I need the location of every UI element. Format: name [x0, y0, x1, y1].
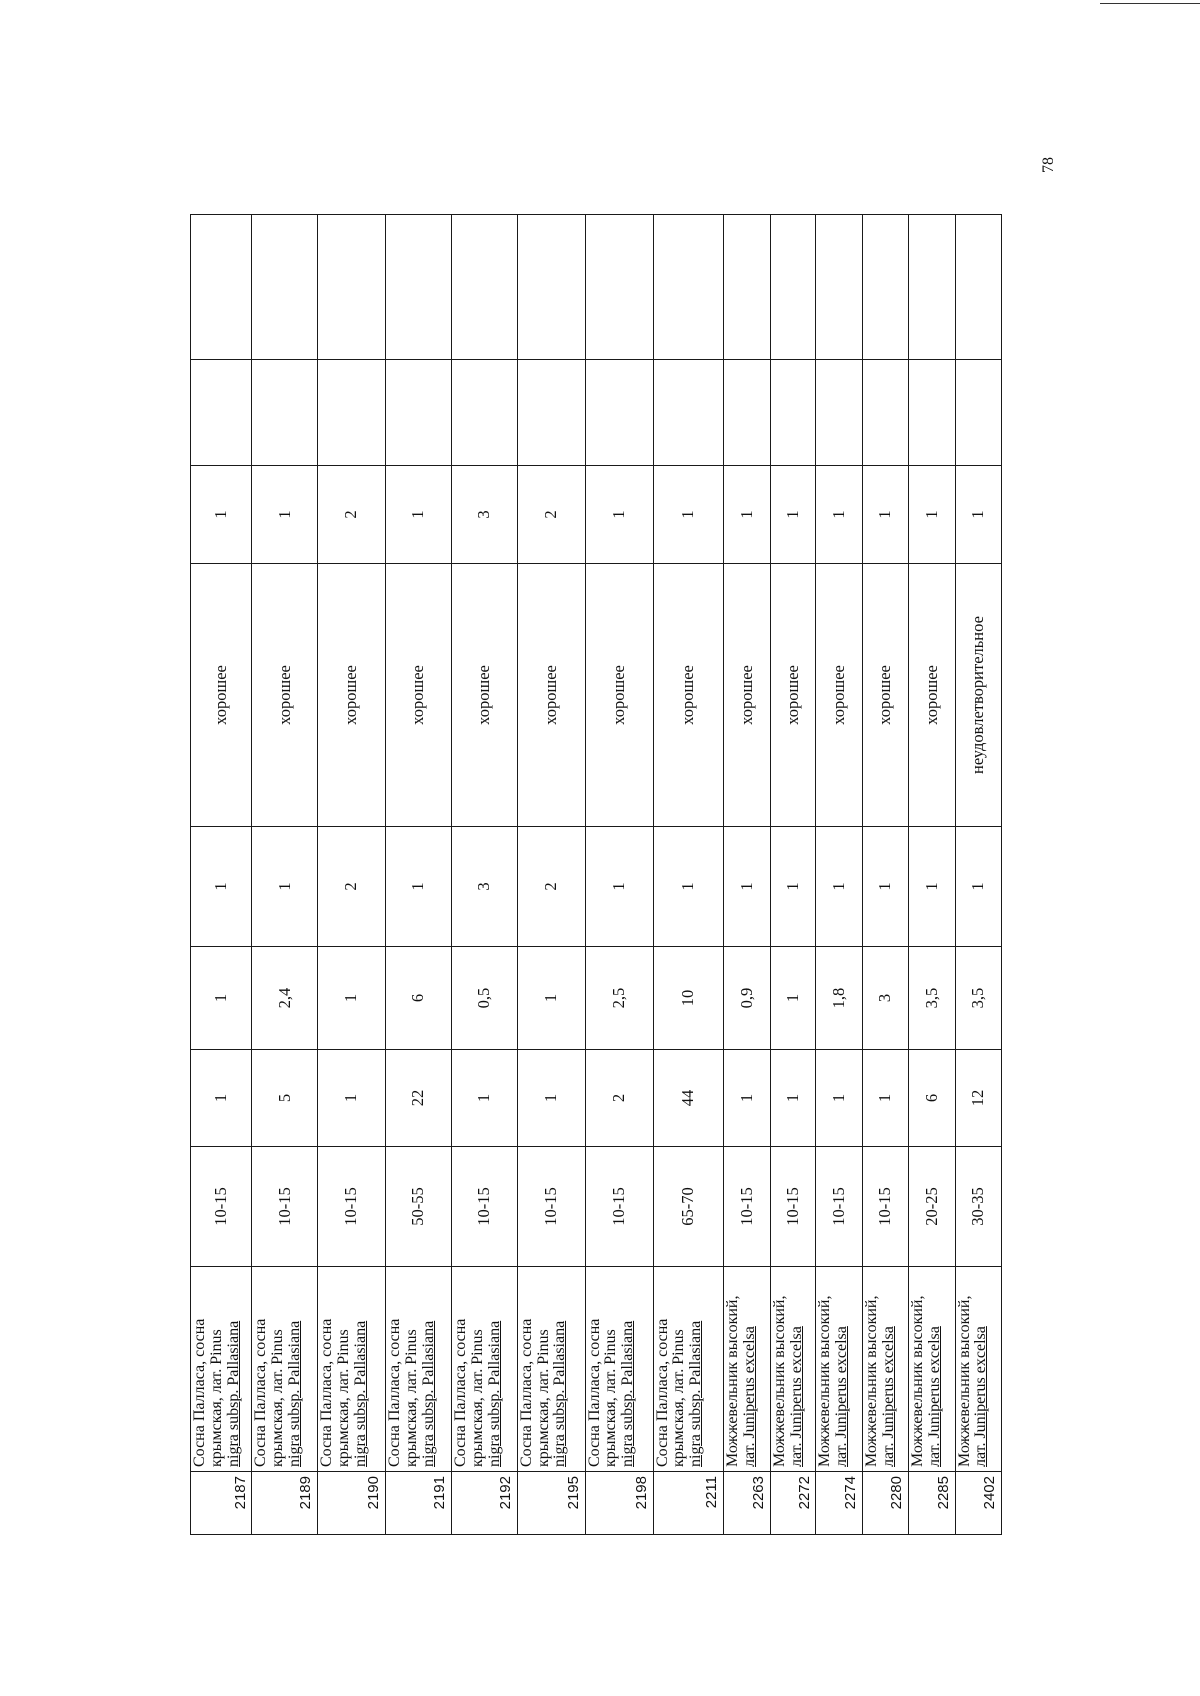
age-cell: 50-55	[386, 1147, 452, 1267]
value-cell: 1	[909, 466, 955, 564]
species-line: крымская, лат. Pinus	[468, 1329, 486, 1467]
table-row	[909, 215, 955, 1535]
value-cell: 1	[653, 827, 723, 947]
species-line: крымская, лат. Pinus	[402, 1329, 420, 1467]
species-cell	[451, 1267, 517, 1472]
value-cell: 1	[955, 827, 1001, 947]
value-cell: 1	[771, 1050, 816, 1147]
empty-cell	[252, 215, 318, 360]
value-cell: 1	[318, 947, 386, 1050]
tree-number-cell: 2280	[862, 1472, 908, 1535]
empty-cell	[771, 215, 816, 360]
age-cell: 10-15	[451, 1147, 517, 1267]
species-line: nigra subsp. Pallasiana	[224, 1320, 242, 1467]
tree-number-cell: 2402	[955, 1472, 1001, 1535]
empty-cell	[653, 215, 723, 360]
value-cell: 3,5	[909, 947, 955, 1050]
species-line: крымская, лат. Pinus	[335, 1329, 353, 1467]
age-cell: 10-15	[252, 1147, 318, 1267]
value-cell: 6	[386, 947, 452, 1050]
table-row	[771, 215, 816, 1535]
value-cell: 1	[771, 466, 816, 564]
species-line: nigra subsp. Pallasiana	[619, 1320, 637, 1467]
species-line: Можжевельник высокий,	[771, 1295, 789, 1467]
value-cell: 1	[862, 827, 908, 947]
value-cell: 3	[862, 947, 908, 1050]
value-cell: 12	[955, 1050, 1001, 1147]
value-cell: 1	[191, 1050, 252, 1147]
species-line: лат. Juniperus excelsa	[972, 1326, 990, 1467]
species-line: лат. Juniperus excelsa	[833, 1326, 851, 1467]
table-row	[451, 215, 517, 1535]
condition-cell: хорошее	[771, 564, 816, 827]
empty-cell	[955, 215, 1001, 360]
value-cell: 1	[517, 1050, 585, 1147]
value-cell: 1	[517, 947, 585, 1050]
species-line: Сосна Палласа, сосна	[386, 1318, 404, 1467]
species-line: лат. Juniperus excelsa	[879, 1326, 897, 1467]
empty-cell	[318, 360, 386, 466]
species-line: крымская, лат. Pinus	[207, 1329, 225, 1467]
age-cell: 10-15	[585, 1147, 653, 1267]
tree-number-cell: 2198	[585, 1472, 653, 1535]
value-cell: 1	[191, 947, 252, 1050]
age-cell: 30-35	[955, 1147, 1001, 1267]
value-cell: 1	[191, 466, 252, 564]
table-row	[723, 215, 770, 1535]
species-line: крымская, лат. Pinus	[534, 1329, 552, 1467]
empty-cell	[318, 215, 386, 360]
empty-cell	[816, 215, 862, 360]
value-cell: 1	[585, 827, 653, 947]
species-cell	[909, 1267, 955, 1472]
value-cell: 2,5	[585, 947, 653, 1050]
species-cell	[723, 1267, 770, 1472]
empty-cell	[862, 215, 908, 360]
condition-cell: хорошее	[816, 564, 862, 827]
empty-cell	[386, 360, 452, 466]
condition-cell: хорошее	[653, 564, 723, 827]
species-line: Можжевельник высокий,	[816, 1295, 834, 1467]
species-line: nigra subsp. Pallasiana	[687, 1320, 705, 1467]
value-cell: 3	[451, 466, 517, 564]
value-cell: 2,4	[252, 947, 318, 1050]
empty-cell	[585, 360, 653, 466]
tree-number-cell: 2211	[653, 1472, 723, 1535]
empty-cell	[862, 360, 908, 466]
empty-cell	[816, 360, 862, 466]
species-line: Сосна Палласа, сосна	[517, 1318, 535, 1467]
value-cell: 2	[318, 466, 386, 564]
value-cell: 10	[653, 947, 723, 1050]
value-cell: 6	[909, 1050, 955, 1147]
age-cell: 20-25	[909, 1147, 955, 1267]
value-cell: 1	[318, 1050, 386, 1147]
table-row	[653, 215, 723, 1535]
empty-cell	[909, 360, 955, 466]
value-cell: 1	[585, 466, 653, 564]
rotated-table-sheet	[190, 215, 1002, 1535]
tree-number-cell: 2192	[451, 1472, 517, 1535]
species-line: Сосна Палласа, сосна	[318, 1318, 336, 1467]
species-line: Сосна Палласа, сосна	[585, 1318, 603, 1467]
empty-cell	[191, 215, 252, 360]
table-row	[252, 215, 318, 1535]
empty-cell	[653, 360, 723, 466]
value-cell: 1	[862, 466, 908, 564]
tree-number-cell: 2263	[723, 1472, 770, 1535]
condition-cell: неудовлетворительное	[955, 564, 1001, 827]
value-cell: 1	[723, 466, 770, 564]
value-cell: 0,5	[451, 947, 517, 1050]
value-cell: 1	[252, 827, 318, 947]
value-cell: 1	[386, 827, 452, 947]
empty-cell	[517, 215, 585, 360]
condition-cell: хорошее	[862, 564, 908, 827]
species-cell	[771, 1267, 816, 1472]
value-cell: 1,8	[816, 947, 862, 1050]
species-line: крымская, лат. Pinus	[269, 1329, 287, 1467]
tree-number-cell: 2195	[517, 1472, 585, 1535]
species-cell	[318, 1267, 386, 1472]
value-cell: 5	[252, 1050, 318, 1147]
value-cell: 2	[517, 827, 585, 947]
tree-number-cell: 2189	[252, 1472, 318, 1535]
table-row	[585, 215, 653, 1535]
tree-number-cell: 2187	[191, 1472, 252, 1535]
species-line: Можжевельник высокий,	[723, 1295, 741, 1467]
age-cell: 10-15	[816, 1147, 862, 1267]
tree-number-cell: 2285	[909, 1472, 955, 1535]
species-cell	[517, 1267, 585, 1472]
value-cell: 44	[653, 1050, 723, 1147]
condition-cell: хорошее	[318, 564, 386, 827]
species-line: nigra subsp. Pallasiana	[485, 1320, 503, 1467]
table-body	[191, 215, 1002, 1535]
value-cell: 1	[451, 1050, 517, 1147]
value-cell: 1	[771, 827, 816, 947]
species-line: nigra subsp. Pallasiana	[351, 1320, 369, 1467]
value-cell: 1	[252, 466, 318, 564]
value-cell: 0,9	[723, 947, 770, 1050]
condition-cell: хорошее	[386, 564, 452, 827]
value-cell: 2	[517, 466, 585, 564]
condition-cell: хорошее	[451, 564, 517, 827]
page-number: 78	[1040, 157, 1057, 173]
value-cell: 1	[909, 827, 955, 947]
condition-cell: хорошее	[517, 564, 585, 827]
table-row	[816, 215, 862, 1535]
species-line: лат. Juniperus excelsa	[740, 1326, 758, 1467]
empty-cell	[191, 360, 252, 466]
value-cell: 22	[386, 1050, 452, 1147]
age-cell: 65-70	[653, 1147, 723, 1267]
value-cell: 1	[723, 1050, 770, 1147]
value-cell: 1	[816, 827, 862, 947]
species-cell	[862, 1267, 908, 1472]
value-cell: 1	[862, 1050, 908, 1147]
age-cell: 10-15	[862, 1147, 908, 1267]
age-cell: 10-15	[517, 1147, 585, 1267]
empty-cell	[451, 215, 517, 360]
condition-cell: хорошее	[723, 564, 770, 827]
species-cell	[955, 1267, 1001, 1472]
species-line: крымская, лат. Pinus	[670, 1329, 688, 1467]
value-cell: 1	[816, 466, 862, 564]
species-cell	[191, 1267, 252, 1472]
species-line: Можжевельник высокий,	[955, 1295, 973, 1467]
species-line: Можжевельник высокий,	[862, 1295, 880, 1467]
condition-cell: хорошее	[909, 564, 955, 827]
value-cell: 2	[318, 827, 386, 947]
condition-cell: хорошее	[585, 564, 653, 827]
condition-cell: хорошее	[252, 564, 318, 827]
age-cell: 10-15	[191, 1147, 252, 1267]
condition-cell: хорошее	[191, 564, 252, 827]
value-cell: 1	[386, 466, 452, 564]
species-line: nigra subsp. Pallasiana	[286, 1320, 304, 1467]
age-cell: 10-15	[723, 1147, 770, 1267]
tree-number-cell: 2274	[816, 1472, 862, 1535]
species-line: крымская, лат. Pinus	[602, 1329, 620, 1467]
table-row	[318, 215, 386, 1535]
empty-cell	[517, 360, 585, 466]
species-line: nigra subsp. Pallasiana	[551, 1320, 569, 1467]
empty-cell	[955, 360, 1001, 466]
species-line: Можжевельник высокий,	[909, 1295, 927, 1467]
top-rule	[1100, 3, 1200, 4]
species-cell	[816, 1267, 862, 1472]
empty-cell	[451, 360, 517, 466]
tree-inventory-table	[190, 214, 1002, 1535]
value-cell: 3	[451, 827, 517, 947]
species-line: Сосна Палласа, сосна	[191, 1318, 208, 1467]
table-row	[955, 215, 1001, 1535]
table-row	[386, 215, 452, 1535]
empty-cell	[771, 360, 816, 466]
species-line: Сосна Палласа, сосна	[451, 1318, 469, 1467]
table-row	[191, 215, 252, 1535]
table-row	[517, 215, 585, 1535]
age-cell: 10-15	[771, 1147, 816, 1267]
value-cell: 1	[653, 466, 723, 564]
species-cell	[585, 1267, 653, 1472]
species-line: лат. Juniperus excelsa	[787, 1326, 805, 1467]
tree-number-cell: 2272	[771, 1472, 816, 1535]
species-line: Сосна Палласа, сосна	[653, 1318, 671, 1467]
species-line: Сосна Палласа, сосна	[252, 1318, 270, 1467]
value-cell: 1	[816, 1050, 862, 1147]
empty-cell	[252, 360, 318, 466]
species-cell	[653, 1267, 723, 1472]
species-cell	[386, 1267, 452, 1472]
value-cell: 2	[585, 1050, 653, 1147]
species-line: лат. Juniperus excelsa	[925, 1326, 943, 1467]
value-cell: 1	[955, 466, 1001, 564]
age-cell: 10-15	[318, 1147, 386, 1267]
empty-cell	[585, 215, 653, 360]
species-line: nigra subsp. Pallasiana	[419, 1320, 437, 1467]
table-row	[862, 215, 908, 1535]
tree-number-cell: 2191	[386, 1472, 452, 1535]
value-cell: 1	[191, 827, 252, 947]
species-cell	[252, 1267, 318, 1472]
empty-cell	[723, 360, 770, 466]
empty-cell	[723, 215, 770, 360]
value-cell: 1	[771, 947, 816, 1050]
empty-cell	[909, 215, 955, 360]
value-cell: 1	[723, 827, 770, 947]
empty-cell	[386, 215, 452, 360]
tree-number-cell: 2190	[318, 1472, 386, 1535]
value-cell: 3,5	[955, 947, 1001, 1050]
